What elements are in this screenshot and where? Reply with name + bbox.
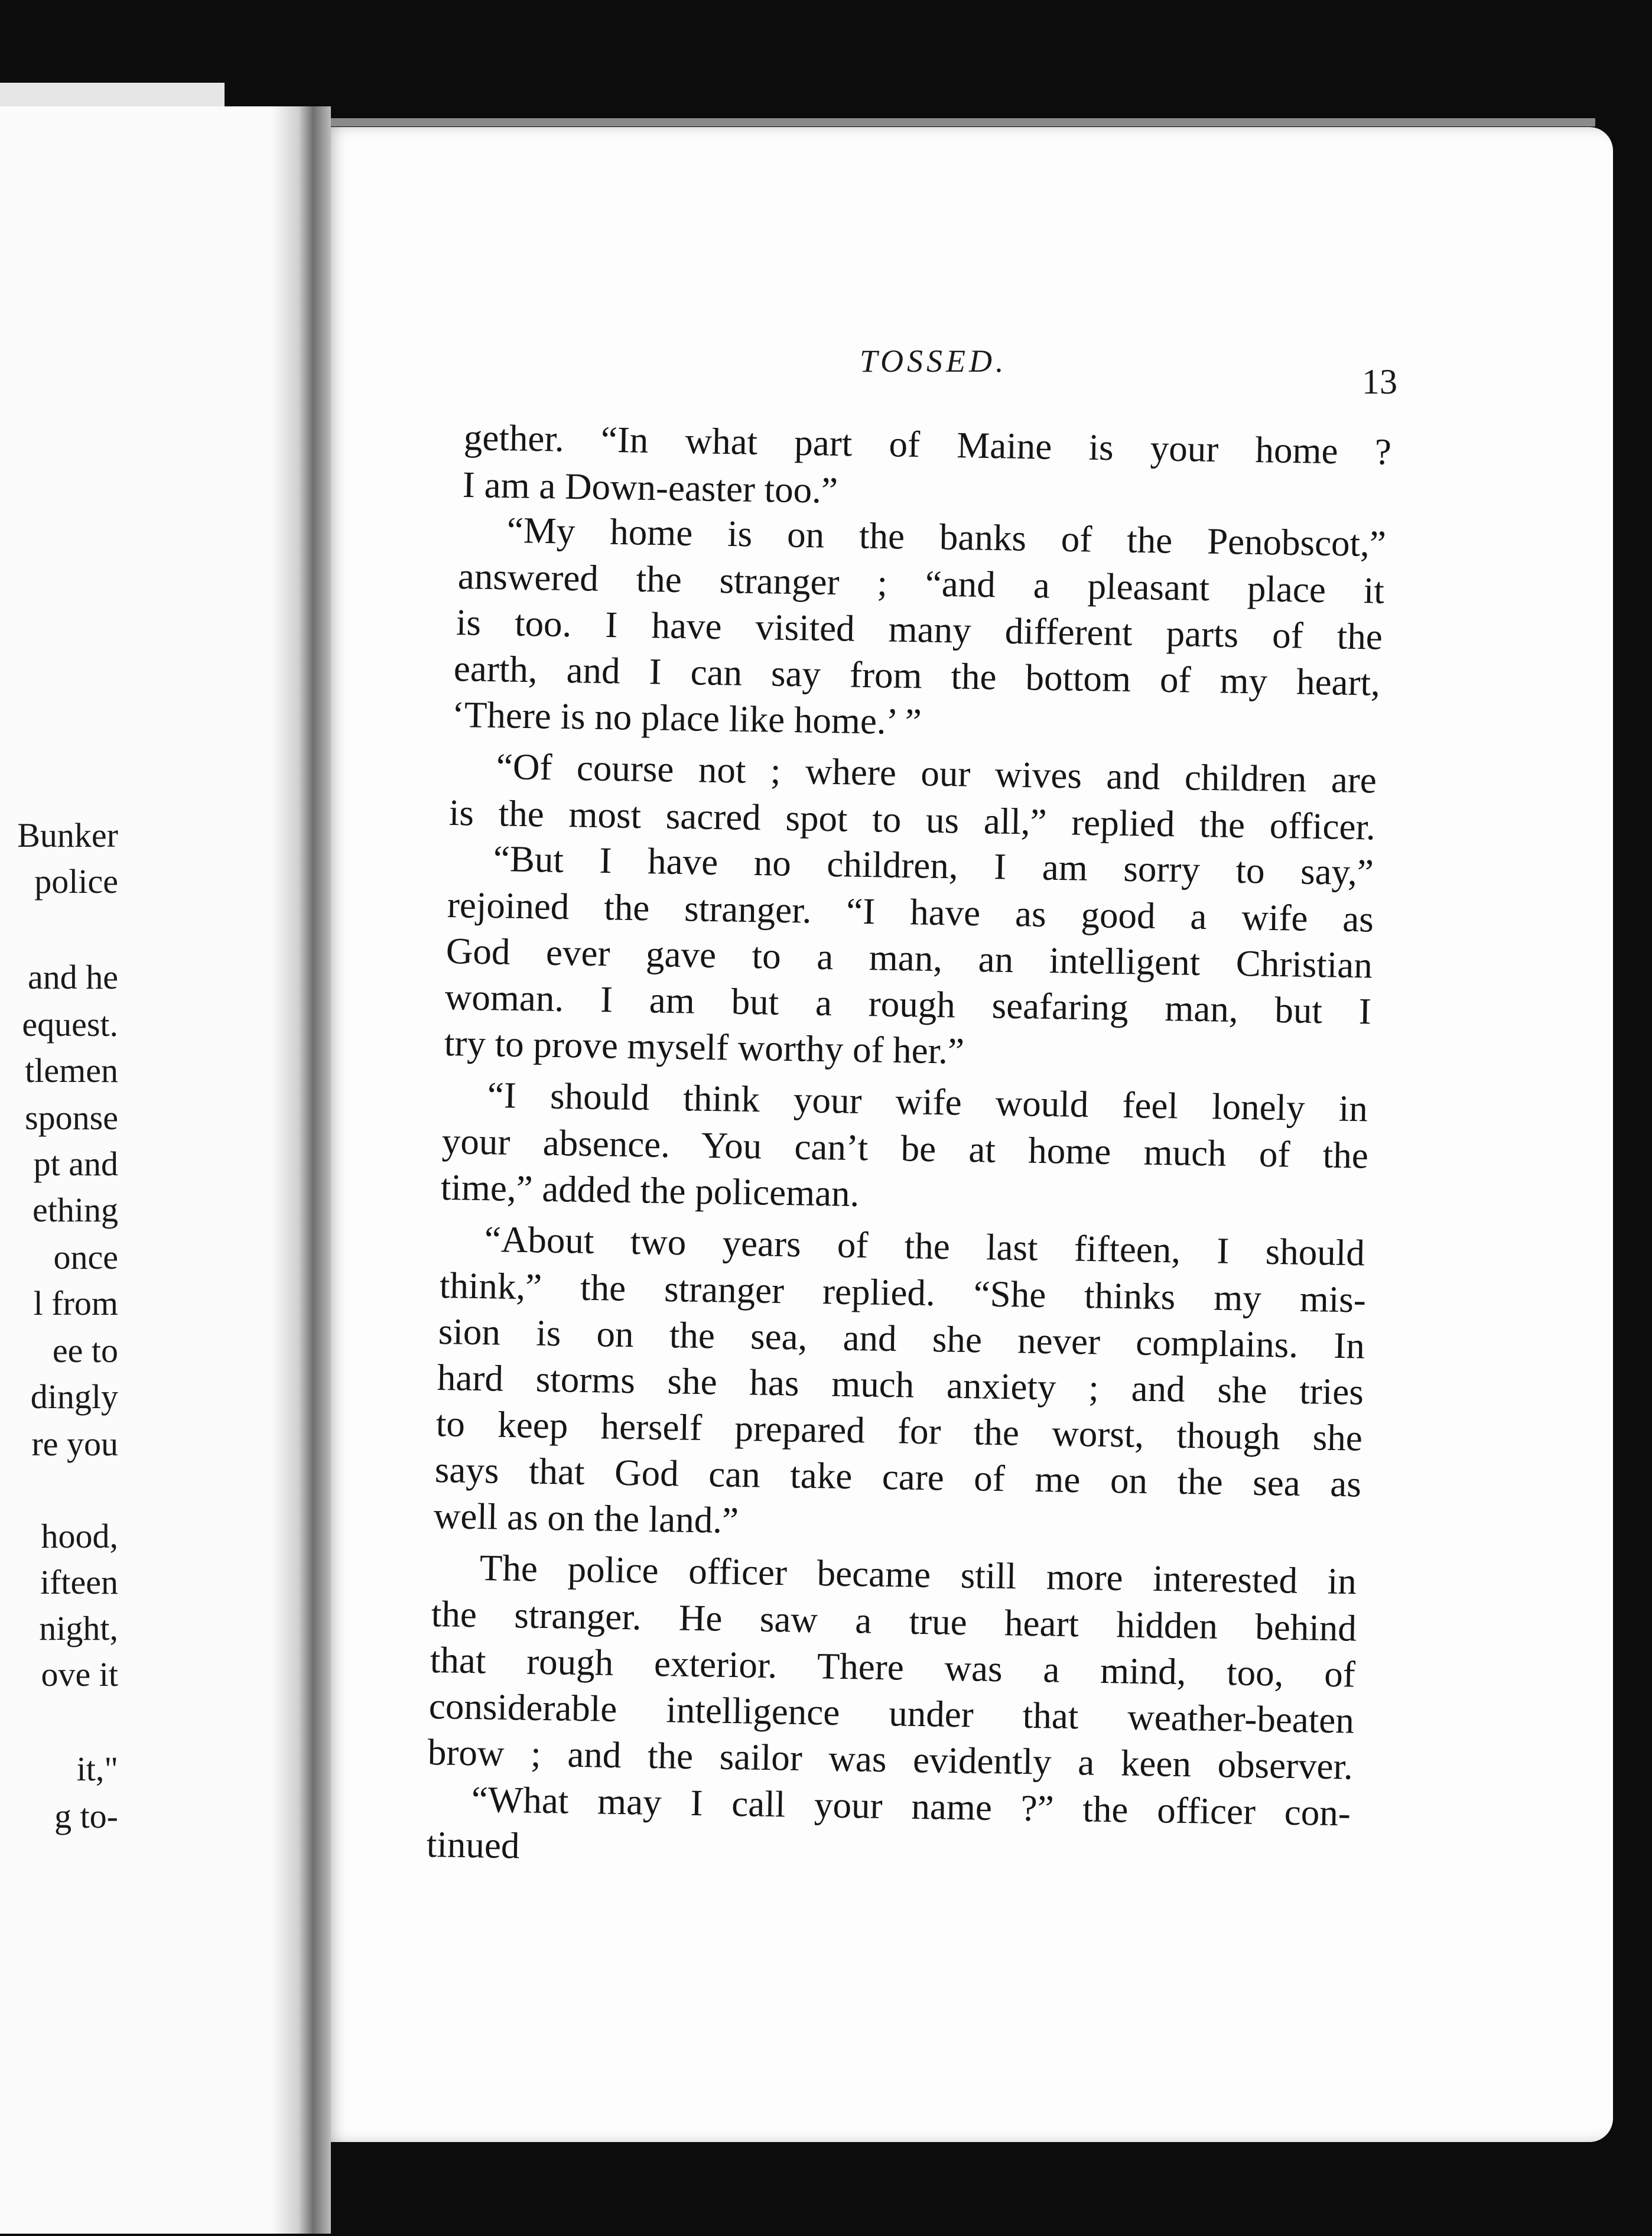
text-line: The police officer became still more interested in [479,1547,1357,1603]
text-line: considerable intelligence under that weather-beaten [428,1685,1355,1741]
left-page-fragment: police [34,862,118,901]
left-page-fragment: ifteen [40,1563,118,1601]
left-page-fragment: hood, [41,1517,118,1555]
text-line: try to prove myself worthy of her.” [444,1022,965,1072]
text-line: brow ; and the sailor was evidently a keen observer. [427,1731,1354,1788]
text-line: ‘There is no place like home.’ ” [451,694,922,743]
text-line: tinued [426,1824,521,1867]
left-page-fragment: once [53,1238,118,1276]
left-page-fragment: Bunker [17,816,118,854]
left-page-fragment: night, [39,1609,118,1647]
text-line: “My home is on the banks of the Penobscot,” [506,509,1387,565]
left-page-fragment: equest. [22,1005,118,1044]
running-head: TOSSED. [860,343,1007,379]
text-line: earth, and I can say from the bottom of my heart, [453,648,1381,704]
page-number: 13 [1362,362,1397,401]
text-line: rejoined the stranger. “I have as good a wife as [447,884,1374,940]
text-line: is too. I have visited many different parts of the [456,602,1383,658]
left-page-fragment: ething [32,1191,118,1229]
text-line: gether. “In what part of Maine is your home ? [463,417,1392,473]
text-line: that rough exterior. There was a mind, too, of [430,1639,1356,1695]
text-line: “About two years of the last fifteen, I should [484,1218,1365,1274]
left-page-fragment: and he [28,958,118,996]
text-line: God ever gave to a man, an intelligent Christian [445,930,1373,986]
left-page-fragment: sponse [25,1098,118,1137]
left-page-fragment: dingly [30,1377,118,1416]
left-page-fragment: l from [33,1284,118,1322]
left-page-fragment: re you [31,1425,118,1463]
text-line: hard storms she has much anxiety ; and she tries [437,1357,1364,1413]
text-line: answered the stranger ; “and a pleasant place it [457,555,1385,612]
text-line: “But I have no children, I am sorry to say,” [493,838,1374,893]
text-line: sion is on the sea, and she never complains. In [438,1311,1365,1367]
left-page-fragment: pt and [33,1145,118,1183]
text-line: I am a Down-easter too.” [462,464,838,511]
text-line: “What may I call your name ?” the officer con- [471,1779,1351,1834]
left-page-fragment: g to- [54,1797,118,1835]
left-page-fragment: ove it [41,1655,118,1694]
text-line: think,” the stranger replied. “She thinks my mis- [439,1265,1367,1321]
text-line: “Of course not ; where our wives and children are [496,746,1377,801]
left-page-fragment: tlemen [25,1051,118,1090]
left-page-fragment: it," [76,1750,118,1788]
text-line: your absence. You can’t be at home much of the [441,1120,1369,1176]
text-line: well as on the land.” [433,1495,739,1542]
text-line: to keep herself prepared for the worst, though she [435,1403,1363,1459]
text-line: “I should think your wife would feel lonely in [487,1074,1368,1130]
text-line: the stranger. He saw a true heart hidden behind [431,1593,1357,1649]
text-line: time,” added the policeman. [440,1166,860,1215]
text-line: woman. I am but a rough seafaring man, but I [444,976,1372,1032]
text-line: says that God can take care of me on the sea as [434,1449,1362,1505]
left-page-fragment: ee to [52,1331,118,1370]
text-line: is the most sacred spot to us all,” replied the officer. [448,792,1376,848]
